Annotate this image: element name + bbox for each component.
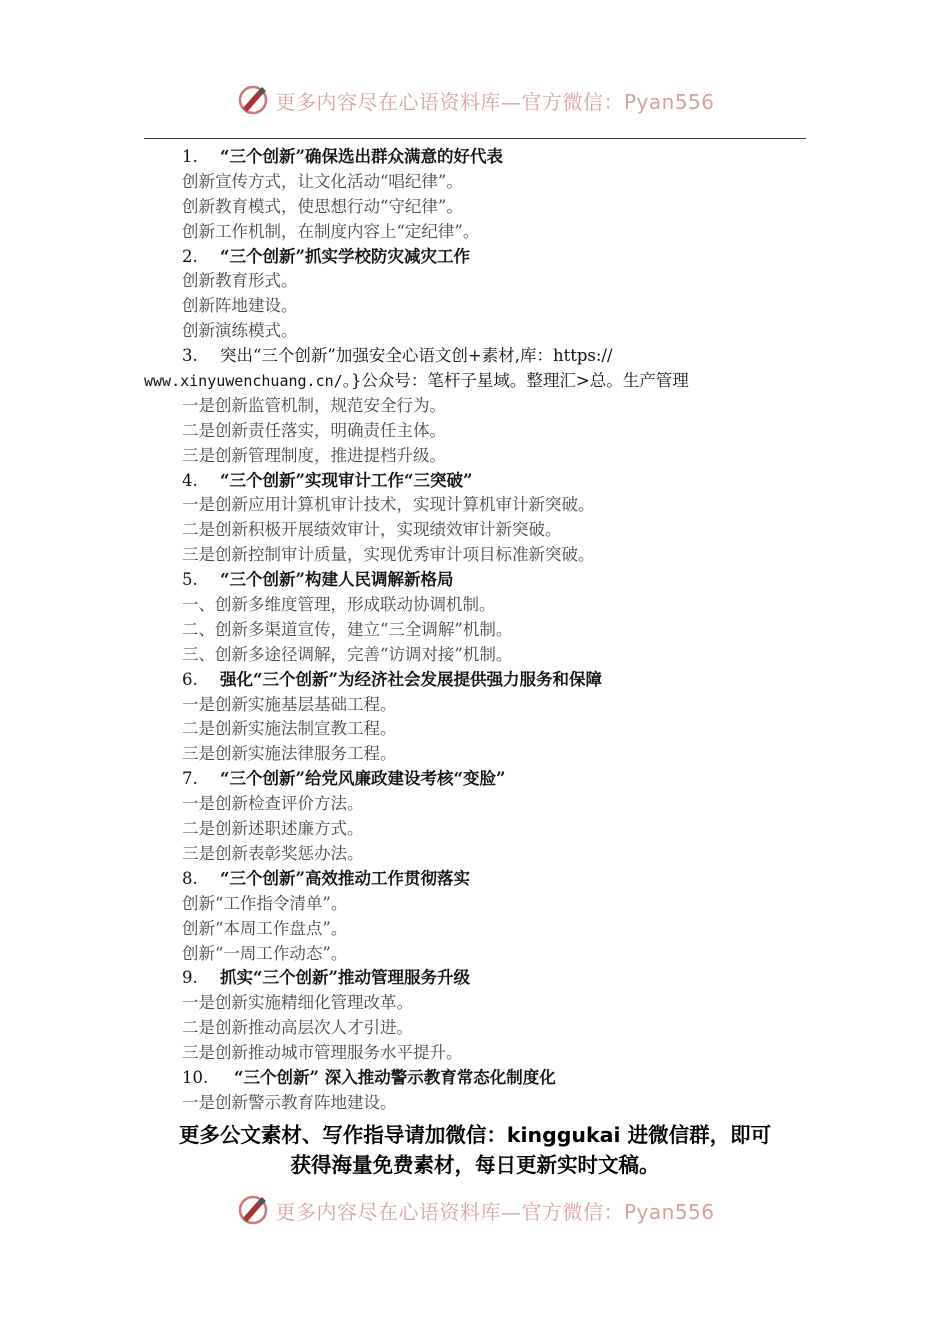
list-item: 一是创新实施精细化管理改革。	[182, 993, 413, 1013]
list-item: 一是创新实施基层基础工程。	[182, 694, 397, 714]
list-item: 三是创新推动城市管理服务水平提升。	[182, 1043, 463, 1063]
list-item: 二是创新推动高层次人才引进。	[182, 1018, 413, 1038]
list-item: 三是创新控制审计质量，实现优秀审计项目标准新突破。	[182, 545, 595, 565]
section-heading: 6. 强化“三个创新”为经济社会发展提供强力服务和保障	[182, 669, 602, 689]
document-body	[144, 145, 806, 1116]
list-item: 二是创新实施法制宣教工程。	[182, 719, 397, 739]
section-heading: 10. “三个创新” 深入推动警示教育常态化制度化	[182, 1067, 556, 1087]
list-item: 三是创新管理制度，推进提档升级。	[182, 445, 446, 465]
list-item: 创新工作机制，在制度内容上“定纪律”。	[182, 221, 480, 241]
list-item: 二是创新述职述廉方式。	[182, 819, 364, 839]
section-heading: 9. 抓实“三个创新”推动管理服务升级	[182, 968, 470, 988]
list-item: 一、创新多维度管理，形成联动协调机制。	[182, 595, 496, 615]
list-item: 二是创新积极开展绩效审计，实现绩效审计新突破。	[182, 520, 562, 540]
list-item: 创新“本周工作盘点”。	[182, 918, 348, 938]
section-heading: 7. “三个创新”给党风廉政建设考核“变脸”	[182, 769, 506, 789]
promo-line-1: 更多公文素材、写作指导请加微信：kinggukai 进微信群，即可	[178, 1123, 772, 1147]
list-item: 创新“工作指令清单”。	[182, 893, 348, 913]
section-heading: 8. “三个创新”高效推动工作贯彻落实	[182, 868, 470, 888]
logo-icon	[235, 82, 271, 118]
list-item: 二是创新责任落实，明确责任主体。	[182, 420, 446, 440]
logo-icon	[235, 1192, 271, 1228]
list-item: 创新阵地建设。	[182, 296, 298, 316]
list-item: 创新教育形式。	[182, 271, 298, 291]
list-item: 创新演练模式。	[182, 321, 298, 341]
section-heading: 3. 突出“三个创新”加强安全心语文创+素材,库：https://	[182, 346, 613, 366]
list-item: 一是创新检查评价方法。	[182, 794, 364, 814]
section-heading-continued: www.xinyuwenchuang.cn/。}公众号：笔杆子星域。整理汇>总。生产管理	[144, 371, 689, 391]
promo-notice	[130, 1121, 820, 1180]
list-item: 一是创新应用计算机审计技术，实现计算机审计新突破。	[182, 495, 595, 515]
list-item: 三、创新多途径调解，完善“访调对接”机制。	[182, 644, 513, 664]
banner-text: 更多内容尽在心语资料库—官方微信：Pyan556	[275, 1199, 715, 1224]
section-heading: 4. “三个创新”实现审计工作“三突破”	[182, 470, 473, 490]
header-divider	[144, 138, 806, 139]
header-watermark	[0, 82, 950, 118]
list-item: 三是创新表彰奖惩办法。	[182, 843, 364, 863]
list-item: 创新宣传方式，让文化活动“唱纪律”。	[182, 171, 463, 191]
list-item: 一是创新警示教育阵地建设。	[182, 1092, 397, 1112]
promo-line-2: 获得海量免费素材，每日更新实时文稿。	[290, 1152, 660, 1177]
section-heading: 5. “三个创新”构建人民调解新格局	[182, 570, 454, 590]
section-heading: 2. “三个创新”抓实学校防灾减灾工作	[182, 246, 470, 266]
list-item: 一是创新监管机制，规范安全行为。	[182, 395, 446, 415]
footer-watermark	[0, 1192, 950, 1228]
list-item: 三是创新实施法律服务工程。	[182, 744, 397, 764]
banner-text: 更多内容尽在心语资料库—官方微信：Pyan556	[275, 89, 715, 114]
list-item: 创新“一周工作动态”。	[182, 943, 348, 963]
list-item: 二、创新多渠道宣传，建立“三全调解”机制。	[182, 619, 513, 639]
section-heading: 1. “三个创新”确保选出群众满意的好代表	[182, 147, 503, 166]
list-item: 创新教育模式，使思想行动“守纪律”。	[182, 196, 463, 216]
